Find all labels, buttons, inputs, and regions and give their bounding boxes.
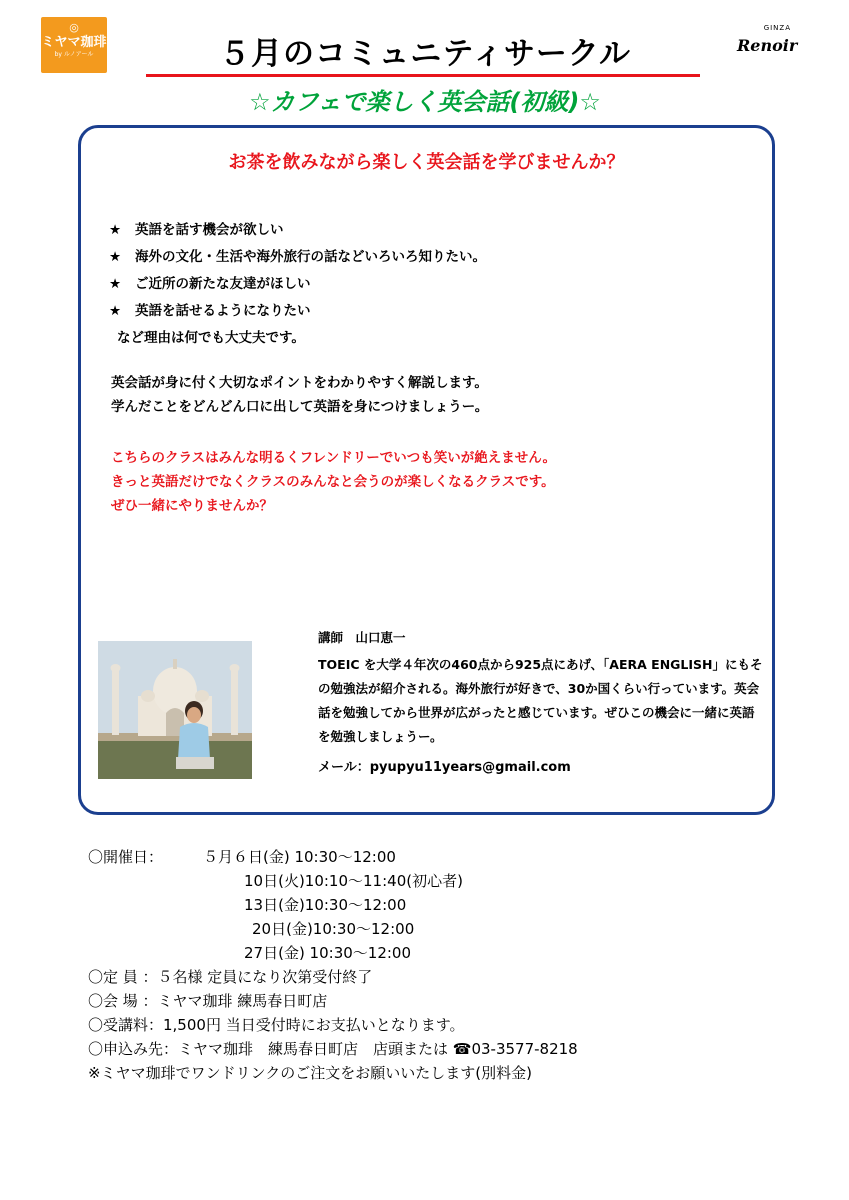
dates-row — [88, 845, 578, 869]
highlight-line: きっと英語だけでなくクラスのみんなと会うのが楽しくなるクラスです。 — [111, 474, 555, 490]
date-item: 13日(金)10:30～12:00 — [244, 896, 407, 914]
star-icon: ★ — [109, 303, 122, 319]
renoir-logo — [737, 24, 797, 60]
list-item — [109, 271, 486, 298]
apply-row: 〇申込み先：ミヤマ珈琲 練馬春日町店 店頭または ☎03-3577-8218 — [88, 1040, 578, 1058]
reason-list — [109, 217, 486, 352]
list-item — [109, 298, 486, 325]
dates-row — [88, 941, 578, 965]
instructor-email: メール：pyupyu11years@gmail.com — [318, 760, 571, 775]
instructor-name: 講師 山口恵一 — [318, 630, 406, 645]
title-underline — [146, 74, 700, 77]
taj-mahal-photo-icon — [98, 641, 252, 779]
bullet-text: 英語を話せるようになりたい — [135, 303, 311, 319]
star-icon: ★ — [109, 222, 122, 238]
instructor-photo — [98, 641, 252, 779]
star-icon: ★ — [109, 276, 122, 292]
dates-row — [88, 893, 578, 917]
list-item — [109, 217, 486, 244]
dates-row — [88, 869, 578, 893]
instructor-bio: TOEIC を大学４年次の460点から925点にあげ、「AERA ENGLISH」にもその勉強法が紹介される。海外旅行が好きで、30か国くらい行っています。英会話を勉強してから世界が広がったと感じています。ぜひこの機会に一緒に英語を勉強しましょうー。 — [318, 657, 763, 744]
date-item: ５月６日(金) 10:30～12:00 — [203, 848, 396, 866]
description-line: 学んだことをどんどん口に出して英語を身につけましょうー。 — [111, 399, 489, 415]
fee-row: 〇受講料：1,500円 当日受付時にお支払いとなります。 — [88, 1016, 465, 1034]
logo-sub: by ルノアール — [54, 51, 94, 58]
highlight-line: ぜひ一緒にやりませんか？ — [111, 498, 273, 514]
date-item: 27日(金) 10:30～12:00 — [244, 944, 412, 962]
bullet-note: など理由は何でも大丈夫です。 — [117, 330, 305, 346]
date-item: 10日(火)10:10～11:40(初心者) — [244, 872, 463, 890]
drink-note: ※ミヤマ珈琲でワンドリンクのご注文をお願いいたします(別料金) — [88, 1064, 532, 1082]
logo-renoir: Renoir — [737, 36, 798, 55]
bullet-text: 海外の文化・生活や海外旅行の話などいろいろ知りたい。 — [135, 249, 486, 265]
description-paragraph — [111, 371, 488, 419]
crest-icon: ◎ — [69, 21, 79, 34]
logo-name: ミヤマ珈琲 — [41, 35, 107, 50]
capacity-row: 〇定 員 ：５名様 定員になり次第受付終了 — [88, 968, 373, 986]
page-subtitle: ☆カフェで楽しく英会話(初級)☆ — [249, 88, 601, 116]
event-details — [88, 845, 578, 1085]
panel-heading: お茶を飲みながら楽しく英会話を学びませんか？ — [228, 152, 625, 173]
dates-label: 〇開催日： — [88, 848, 164, 866]
list-item — [109, 244, 486, 271]
logo-ginza: GINZA — [763, 24, 791, 32]
dates-row — [88, 917, 578, 941]
info-panel — [78, 125, 775, 815]
venue-row: 〇会 場 ：ミヤマ珈琲 練馬春日町店 — [88, 992, 328, 1010]
description-line: 英会話が身に付く大切なポイントをわかりやすく解説します。 — [111, 375, 488, 391]
highlight-paragraph — [111, 446, 556, 518]
star-icon: ★ — [109, 249, 122, 265]
page-title: ５月のコミュニティサークル — [219, 36, 631, 72]
bullet-text: 英語を話す機会が欲しい — [135, 222, 284, 238]
bullet-text: ご近所の新たな友達がほしい — [135, 276, 311, 292]
miyama-coffee-logo — [41, 17, 107, 73]
highlight-line: こちらのクラスはみんな明るくフレンドリーでいつも笑いが絶えません。 — [111, 450, 557, 466]
date-item: 20日(金)10:30～12:00 — [252, 920, 415, 938]
